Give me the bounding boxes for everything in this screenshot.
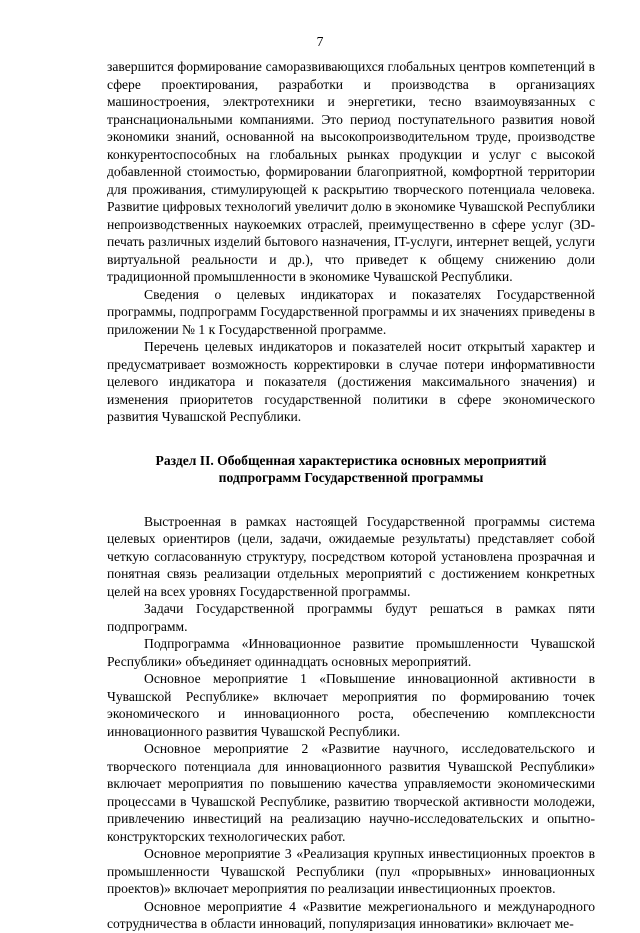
spacer [107, 487, 595, 513]
section-heading [107, 452, 595, 487]
paragraph: Сведения о целевых индикаторах и показателях Государственной программы, подпрограмм Государственной программы и их значениях приведены в приложении № 1 к Государственной программе. [107, 286, 595, 337]
paragraph: Подпрограмма «Инновационное развитие промышленности Чувашской Республики» объединяет одиннадцать основных мероприятий. [107, 636, 595, 669]
paragraph: Основное мероприятие 3 «Реализация крупных инвестиционных проектов в промышленности Чувашской Республики (пул «прорывных» инновационных проектов)» включает мероприятия по реализации инвестиционных проектов. [107, 846, 595, 896]
section-heading-line-1: Раздел II. Обобщенная характеристика основных мероприятий [155, 452, 547, 468]
paragraph: Выстроенная в рамках настоящей Государственной программы система целевых ориентиров (цели, задачи, ожидаемые результаты) представляет собой четкую согласованную структуру, посредством которой установлена прозрачная и понятная связь реализации отдельных мероприятий с достижением конкретных целей на всех уровнях Государственной программы. [107, 513, 595, 599]
paragraph: Перечень целевых индикаторов и показателей носит открытый характер и предусматривает возможность корректировки в случае потери информативности целевого индикатора и показателя (достижения максимального значения) и изменения приоритетов государственной политики в сфере экономического развития Чувашской Республики. [107, 339, 595, 424]
paragraph: Основное мероприятие 1 «Повышение инновационной активности в Чувашской Республике» включает мероприятия по формированию точек экономического и инновационного роста, обеспечению комплексности инновационного развития Чувашской Республики. [107, 671, 595, 739]
paragraph: Основное мероприятие 2 «Развитие научного, исследовательского и творческого потенциала для инновационного развития Чувашской Республики» включает мероприятия по повышению качества управляемости экономическими процессами в Чувашской Республике, развитию творческой активности молодежи, привлечению инвестиций на реализацию научно-исследовательских и опытно-конструкторских технологических работ. [107, 741, 595, 844]
section-heading-line-2: подпрограмм Государственной программы [218, 470, 484, 485]
body-text [107, 58, 595, 933]
paragraph: завершится формирование саморазвивающихся глобальных центров компетенций в сфере проектирования, разработки и производства в организациях машиностроения, электротехники и энергетики, тесно взаимоувязанных с транснациональными компаниями. Это период поступательного развития новой экономики знаний, основанной на высокопроизводительном труде, производстве конкурентоспособных на глобальных рынках продукции и услуг с высокой добавленной стоимостью, формировании благоприятной, комфортной территории для проживания, стимулирующей к раскрытию творческого потенциала человека. Развитие цифровых технологий увеличит долю в экономике Чувашской Республики непроизводственных наукоемких отраслей, преимущественно в сфере услуг (3D-печать различных изделий бытового назначения, IT-услуги, интернет вещей, услуги виртуальной реальности и др.), что приведет к общему снижению доли традиционной промышленности в экономике Чувашской Республики. [107, 59, 595, 284]
paragraph: Основное мероприятие 4 «Развитие межрегионального и международного сотрудничества в области инноваций, популяризация инноватики» включает ме- [107, 898, 595, 931]
page-number: 7 [316, 34, 324, 49]
paragraph: Задачи Государственной программы будут решаться в рамках пяти подпрограмм. [107, 601, 595, 634]
